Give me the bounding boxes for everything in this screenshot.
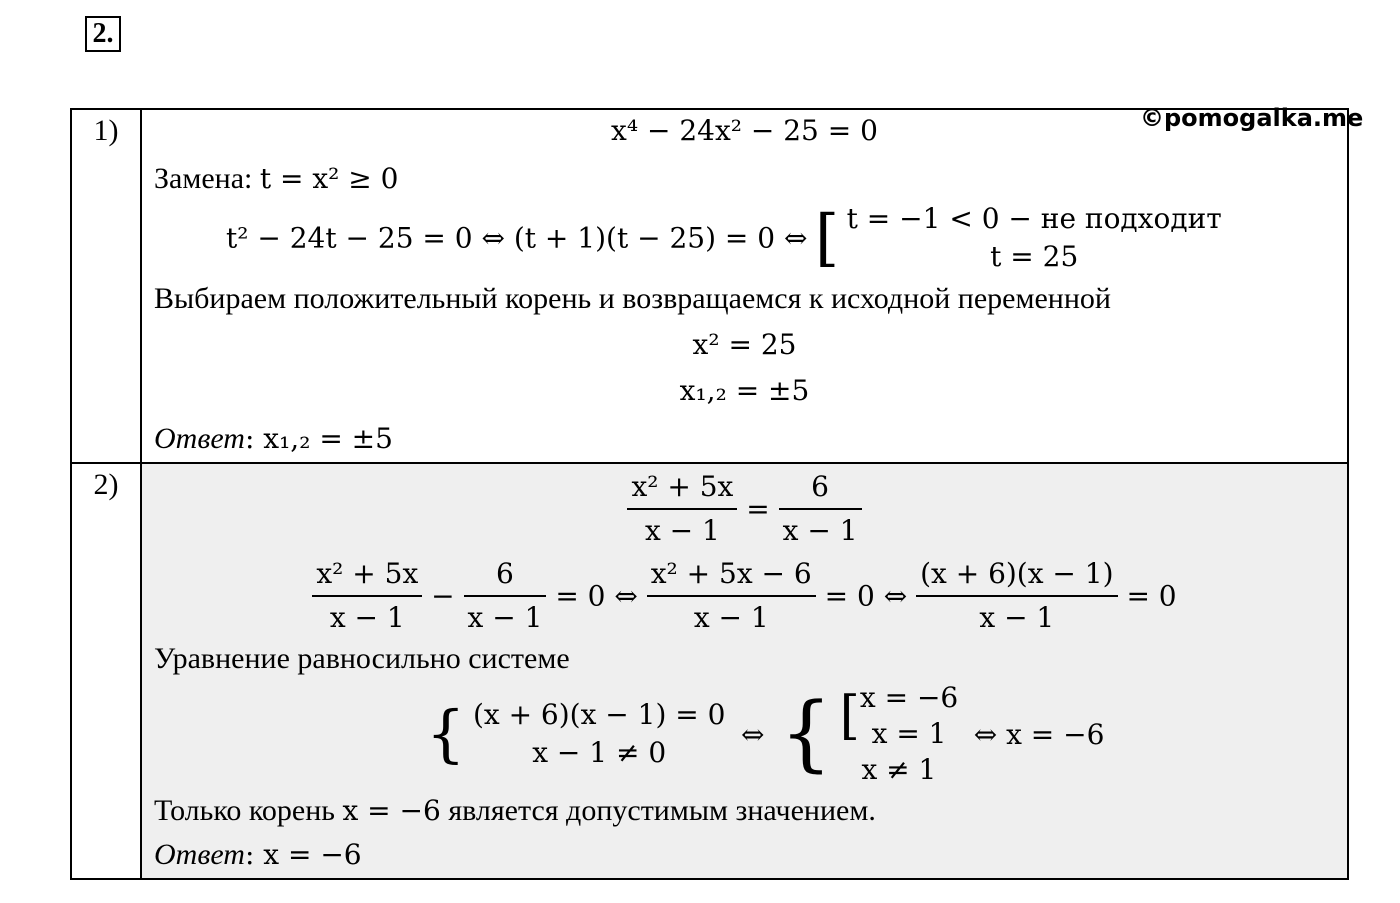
fraction [916, 553, 1117, 639]
denominator: x − 1 [627, 508, 737, 552]
equivalence: ⇔ [740, 717, 765, 751]
system-1-line-2: x − 1 ≠ 0 [532, 736, 667, 769]
numerator: 6 [496, 557, 514, 590]
final-equivalence: ⇔ x = −6 [973, 717, 1105, 751]
explanation-text: Уравнение равносильно системе [154, 642, 570, 675]
step-2: x₁,₂ = ±5 [679, 374, 810, 407]
brace-symbol: { [426, 697, 466, 770]
numerator: 6 [811, 470, 829, 503]
root-1: x = −6 [859, 681, 959, 714]
equals-sign: = [746, 492, 770, 526]
part-2-body [141, 463, 1348, 879]
equivalence: = 0 ⇔ [555, 579, 638, 613]
conclusion-text-start: Только корень [154, 794, 335, 827]
system-1-line-1: (x + 6)(x − 1) = 0 [472, 698, 726, 731]
bracket-cases [847, 200, 1222, 276]
numerator: x² + 5x [316, 557, 419, 590]
conclusion-text-end: является допустимым значением. [448, 794, 876, 827]
solution-table [70, 108, 1349, 880]
solution-row-1 [71, 109, 1348, 463]
step-1: x² = 25 [692, 328, 797, 361]
part-1-body [141, 109, 1348, 463]
minus-sign: − [431, 579, 455, 613]
part-number: 1) [71, 109, 141, 463]
answer-value: : x = −6 [244, 838, 362, 871]
watermark: ©pomogalka.me [1140, 104, 1364, 132]
conclusion-formula: x = −6 [342, 794, 441, 827]
root-2: x = 1 [871, 717, 947, 750]
substitution-label: Замена: [154, 162, 253, 195]
numerator: x² + 5x − 6 [650, 557, 812, 590]
quadratic-chain [226, 200, 1222, 276]
equals-zero: = 0 [1126, 579, 1177, 613]
brace-symbol: { [779, 686, 833, 781]
answer-label: Ответ [154, 838, 245, 871]
fraction [464, 553, 547, 639]
explanation-text: Выбираем положительный корень и возвращаемся к исходной переменной [154, 282, 1111, 315]
answer-value: : x₁,₂ = ±5 [244, 422, 393, 455]
fraction [627, 466, 737, 552]
bracket-symbol: [ [839, 686, 860, 746]
system-1 [473, 696, 726, 772]
transformation-chain [142, 553, 1347, 639]
bracket-symbol: [ [814, 201, 840, 274]
fraction [779, 466, 862, 552]
part-number: 2) [71, 463, 141, 879]
equivalence: = 0 ⇔ [824, 579, 908, 613]
system-chain [426, 680, 1104, 788]
substitution-line [154, 162, 398, 196]
equation: x⁴ − 24x² − 25 = 0 [611, 114, 878, 147]
fraction [312, 553, 422, 639]
answer-line [154, 422, 393, 456]
solution-row-2 [71, 463, 1348, 879]
system-2-root-list [860, 680, 958, 752]
case-1: t = −1 < 0 − не подходит [846, 202, 1222, 235]
denominator: x − 1 [464, 595, 547, 639]
task-number: 2. [85, 16, 121, 52]
denominator: x − 1 [916, 595, 1117, 639]
conclusion-line [154, 794, 876, 828]
fraction [647, 553, 816, 639]
system-2 [840, 680, 959, 788]
denominator: x − 1 [779, 508, 862, 552]
denominator: x − 1 [647, 595, 816, 639]
answer-label: Ответ [154, 422, 245, 455]
chain-formula: t² − 24t − 25 = 0 ⇔ (t + 1)(t − 25) = 0 ⇔ [226, 221, 808, 255]
answer-line [154, 838, 362, 872]
system-2-restriction: x ≠ 1 [861, 753, 937, 786]
case-2: t = 25 [990, 240, 1079, 273]
main-fraction-equation [142, 466, 1347, 552]
substitution-formula: t = x² ≥ 0 [259, 162, 399, 195]
system-2-roots [840, 680, 959, 752]
numerator: x² + 5x [631, 470, 734, 503]
numerator: (x + 6)(x − 1) [920, 557, 1114, 590]
denominator: x − 1 [312, 595, 422, 639]
